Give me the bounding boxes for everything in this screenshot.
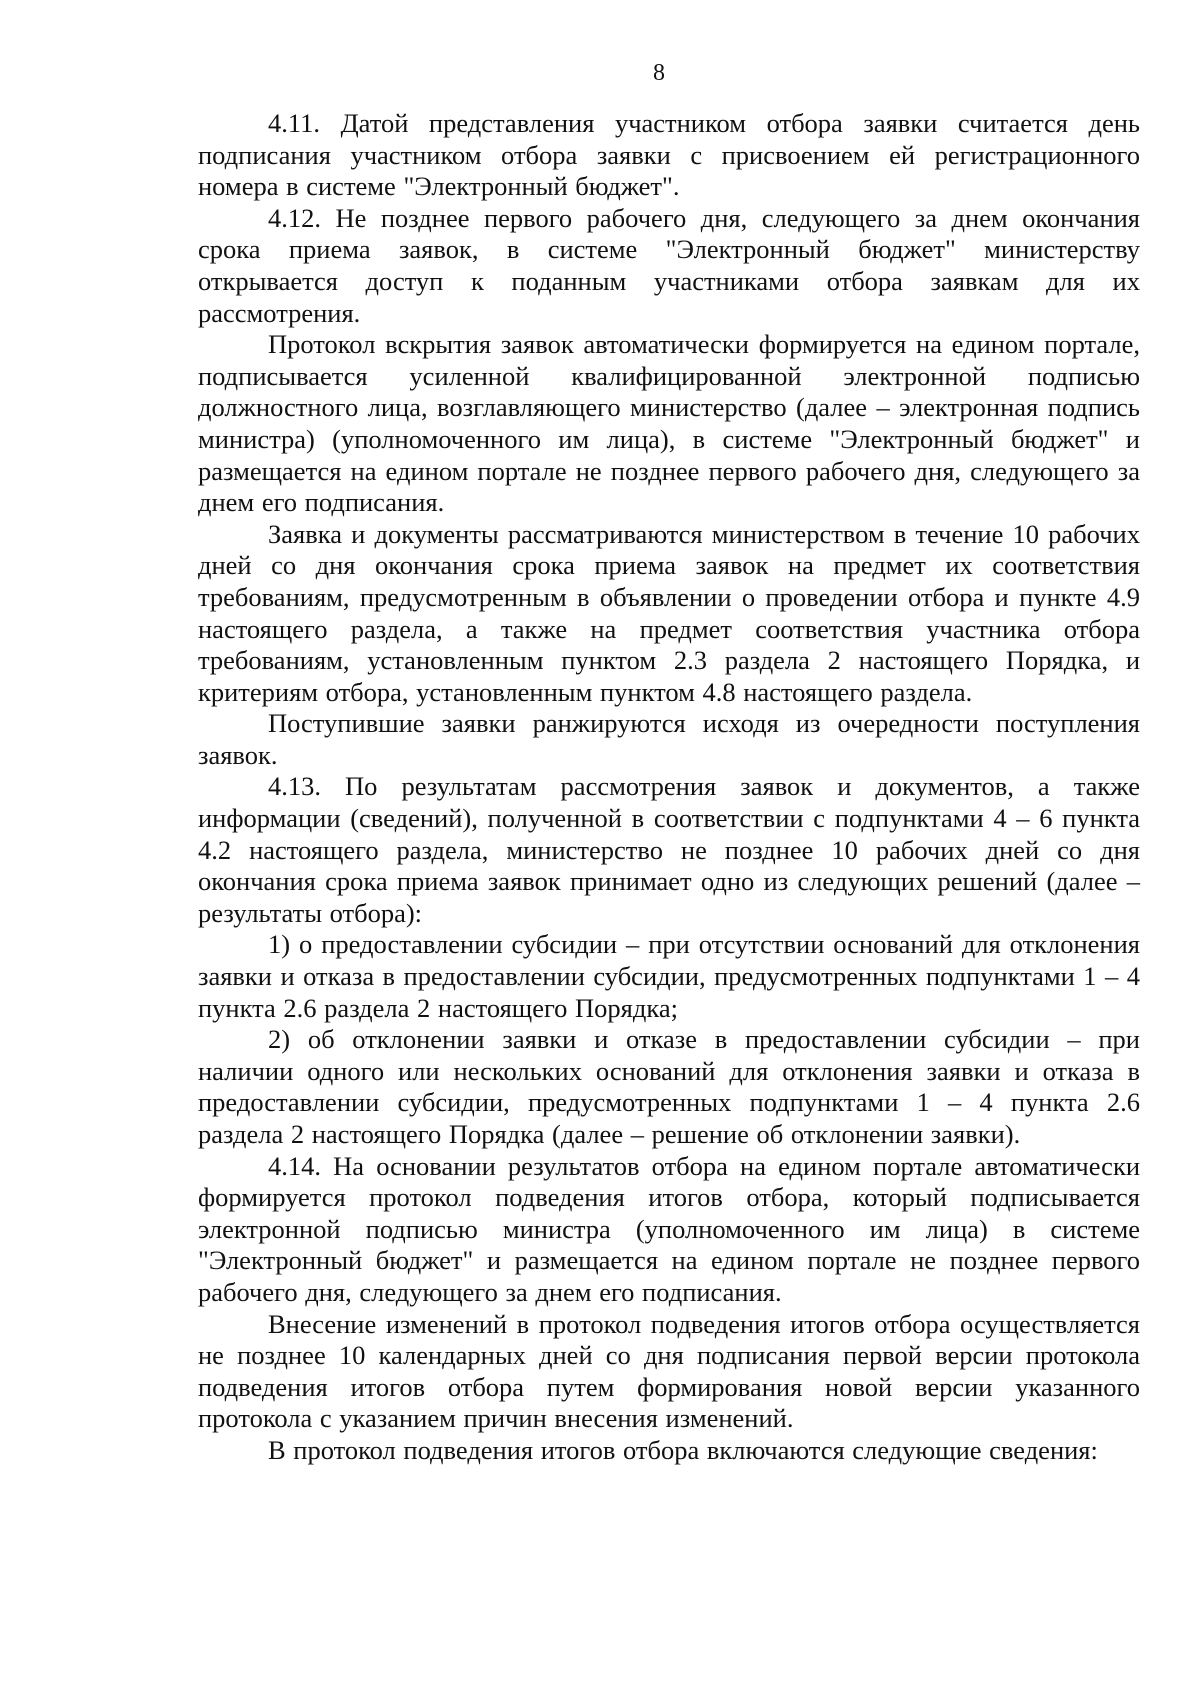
paragraph-protocol-changes: Внесение изменений в протокол подведения итогов отбора осуществляется не позднее 10 календарных дней со дня подписания первой версии протокола подведения итогов отбора путем формирования новой версии указанного протокола с указанием причин внесения изменений. bbox=[198, 1308, 1140, 1434]
paragraph-review-period: Заявка и документы рассматриваются министерством в течение 10 рабочих дней со дня окончания срока приема заявок на предмет их соответствия требованиям, предусмотренным в объявлении о проведении отбора и пункте 4.9 настоящего раздела, а также на предмет соответствия участника отбора требованиям, установленным пунктом 2.3 раздела 2 настоящего Порядка, и критериям отбора, установленным пунктом 4.8 настоящего раздела. bbox=[198, 518, 1140, 707]
page-number: 8 bbox=[653, 60, 665, 86]
paragraph-4-12: 4.12. Не позднее первого рабочего дня, следующего за днем окончания срока приема заявок, в системе "Электронный бюджет" министерству открывается доступ к поданным участниками отбора заявкам для их рассмотрения. bbox=[198, 202, 1140, 328]
paragraph-4-14: 4.14. На основании результатов отбора на едином портале автоматически формируется протокол подведения итогов отбора, который подписывается электронной подписью министра (уполномоченного им лица) в системе "Электронный бюджет" и размещается на едином портале не позднее первого рабочего дня, следующего за днем его подписания. bbox=[198, 1150, 1140, 1307]
paragraph-protocol-contents: В протокол подведения итогов отбора включаются следующие сведения: bbox=[268, 1434, 1098, 1465]
paragraph-4-13: 4.13. По результатам рассмотрения заявок и документов, а также информации (сведений), полученной в соответствии с подпунктами 4 – 6 пункта 4.2 настоящего раздела, министерство не позднее 10 рабочих дней со дня окончания срока приема заявок принимает одно из следующих решений (далее – результаты отбора): bbox=[198, 771, 1140, 928]
paragraph-decision-2: 2) об отклонении заявки и отказе в предоставлении субсидии – при наличии одного или нескольких оснований для отклонения заявки и отказа в предоставлении субсидии, предусмотренных подпунктами 1 – 4 пункта 2.6 раздела 2 настоящего Порядка (далее – решение об отклонении заявки). bbox=[198, 1024, 1140, 1149]
paragraph-ranking: Поступившие заявки ранжируются исходя из очередности поступления заявок. bbox=[198, 708, 1140, 770]
paragraph-4-11: 4.11. Датой представления участником отбора заявки считается день подписания участником отбора заявки с присвоением ей регистрационного номера в системе "Электронный бюджет". bbox=[198, 108, 1140, 202]
paragraph-decision-1: 1) о предоставлении субсидии – при отсутствии оснований для отклонения заявки и отказа в предоставлении субсидии, предусмотренных подпунктами 1 – 4 пункта 2.6 раздела 2 настоящего Порядка; bbox=[198, 929, 1140, 1023]
paragraph-opening-protocol: Протокол вскрытия заявок автоматически формируется на едином портале, подписывается усиленной квалифицированной электронной подписью должностного лица, возглавляющего министерство (далее – электронная подпись министра) (уполномоченного им лица), в системе "Электронный бюджет" и размещается на едином портале не позднее первого рабочего дня, следующего за днем его подписания. bbox=[198, 329, 1140, 518]
